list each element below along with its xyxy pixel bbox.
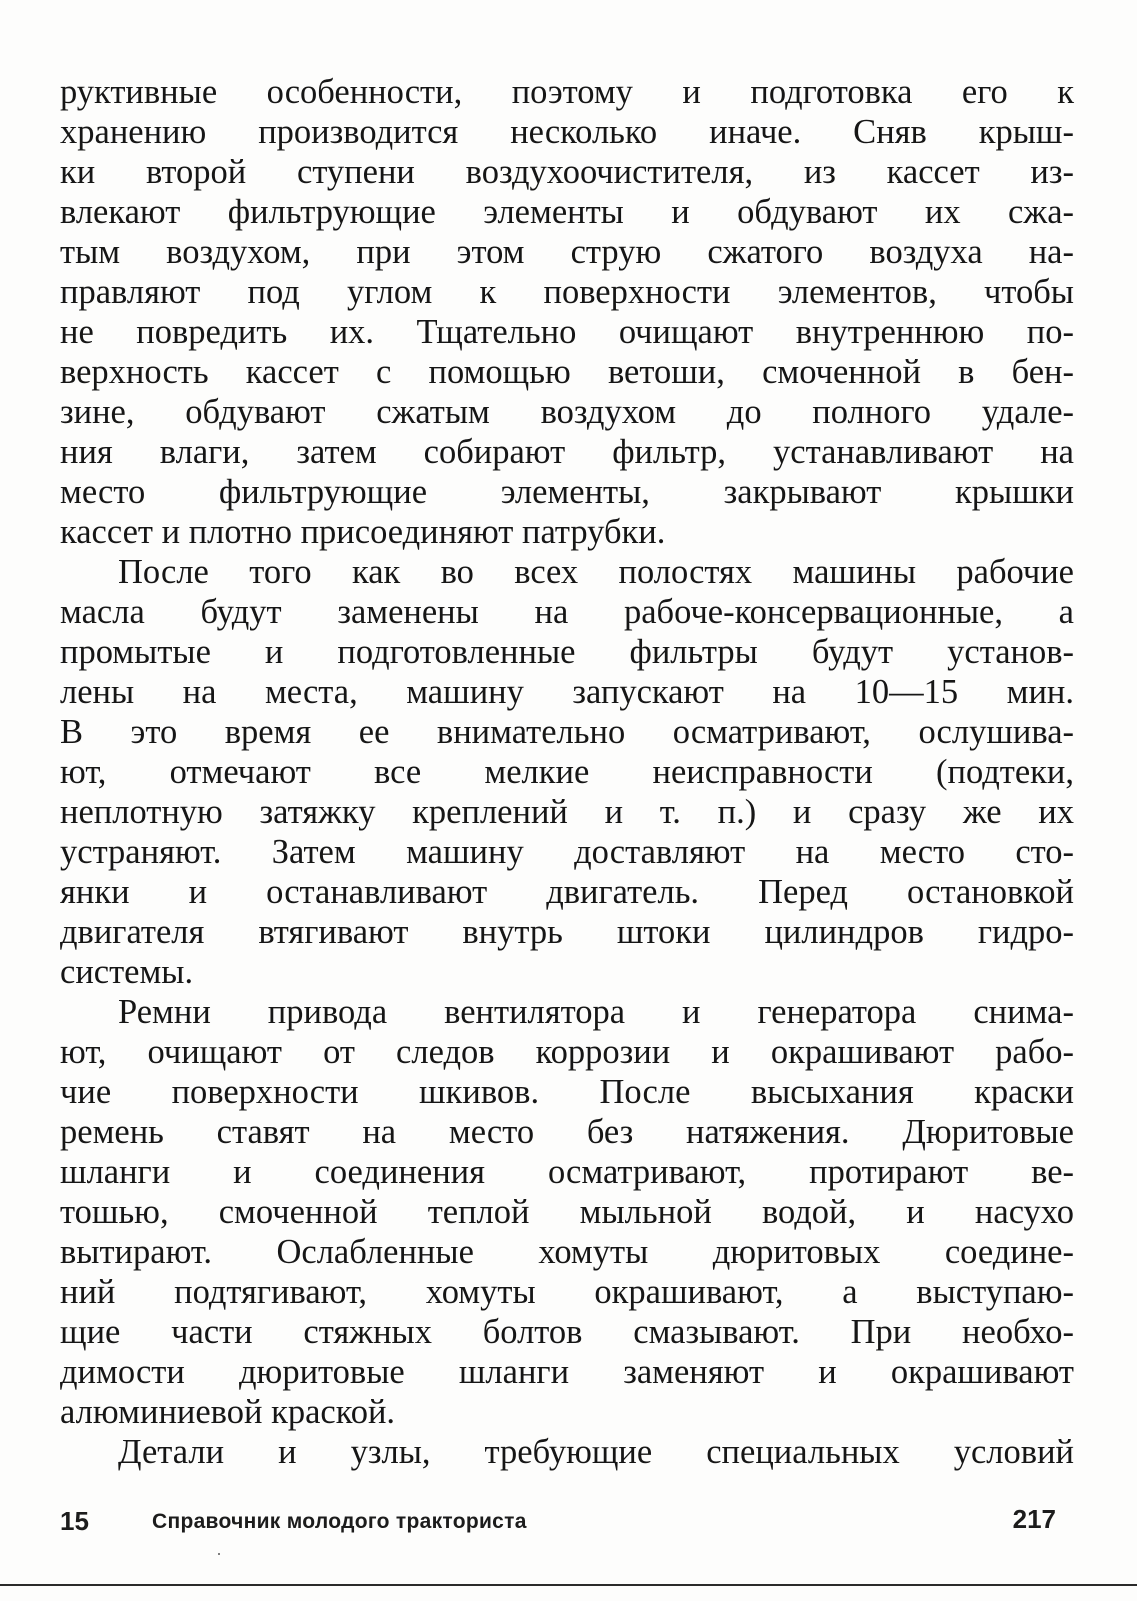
text-line: не повредить их. Тщательно очищают внутреннюю по- bbox=[60, 313, 1074, 351]
text-line: ют, отмечают все мелкие неисправности (подтеки, bbox=[60, 753, 1074, 791]
page-footer bbox=[60, 1500, 1074, 1540]
text-line: шланги и соединения осматривают, протирают ве- bbox=[60, 1153, 1074, 1191]
text-line: янки и останавливают двигатель. Перед остановкой bbox=[60, 873, 1074, 911]
text-line: ки второй ступени воздухоочистителя, из кассет из- bbox=[60, 153, 1074, 191]
text-line: щие части стяжных болтов смазывают. При необхо- bbox=[60, 1313, 1074, 1351]
text-line: промытые и подготовленные фильтры будут установ- bbox=[60, 633, 1074, 671]
text-line: тым воздухом, при этом струю сжатого воздуха на- bbox=[60, 233, 1074, 271]
paragraph-first-line: Детали и узлы, требующие специальных условий bbox=[118, 1433, 1074, 1471]
text-line: руктивные особенности, поэтому и подготовка его к bbox=[60, 73, 1074, 111]
text-line: правляют под углом к поверхности элементов, чтобы bbox=[60, 273, 1074, 311]
text-line: чие поверхности шкивов. После высыхания краски bbox=[60, 1073, 1074, 1111]
text-line: зине, обдувают сжатым воздухом до полного удале- bbox=[60, 393, 1074, 431]
text-line: устраняют. Затем машину доставляют на место сто- bbox=[60, 833, 1074, 871]
text-line: ремень ставят на место без натяжения. Дюритовые bbox=[60, 1113, 1074, 1151]
text-line: димости дюритовые шланги заменяют и окрашивают bbox=[60, 1353, 1074, 1391]
text-line: верхность кассет с помощью ветоши, смоченной в бен- bbox=[60, 353, 1074, 391]
scan-edge-line bbox=[0, 1584, 1137, 1586]
paragraph-first-line: После того как во всех полостях машины рабочие bbox=[118, 553, 1074, 591]
text-line: тошью, смоченной теплой мыльной водой, и насухо bbox=[60, 1193, 1074, 1231]
text-line: кассет и плотно присоединяют патрубки. bbox=[60, 513, 666, 551]
text-line: ния влаги, затем собирают фильтр, устанавливают на bbox=[60, 433, 1074, 471]
text-line: ний подтягивают, хомуты окрашивают, а выступаю- bbox=[60, 1273, 1074, 1311]
page-number: 217 bbox=[1012, 1504, 1056, 1534]
paragraph-first-line: Ремни привода вентилятора и генератора снима- bbox=[118, 993, 1074, 1031]
text-line: ют, очищают от следов коррозии и окрашивают рабо- bbox=[60, 1033, 1074, 1071]
text-line: системы. bbox=[60, 953, 194, 991]
text-line: алюминиевой краской. bbox=[60, 1393, 396, 1431]
text-line: масла будут заменены на рабоче-консервационные, а bbox=[60, 593, 1074, 631]
text-line: место фильтрующие элементы, закрывают крышки bbox=[60, 473, 1074, 511]
text-line: вытирают. Ослабленные хомуты дюритовых соедине- bbox=[60, 1233, 1074, 1271]
text-line: влекают фильтрующие элементы и обдувают их сжа- bbox=[60, 193, 1074, 231]
text-line: хранению производится несколько иначе. Сняв крыш- bbox=[60, 113, 1074, 151]
text-line: неплотную затяжку креплений и т. п.) и сразу же их bbox=[60, 793, 1074, 831]
body-text bbox=[60, 72, 1074, 1472]
text-line: В это время ее внимательно осматривают, ослушива- bbox=[60, 713, 1074, 751]
running-title: Справочник молодого тракториста bbox=[152, 1510, 527, 1533]
text-line: лены на места, машину запускают на 10—15 мин. bbox=[60, 673, 1074, 711]
print-speck bbox=[218, 1553, 220, 1555]
text-line: двигателя втягивают внутрь штоки цилиндров гидро- bbox=[60, 913, 1074, 951]
signature-mark: 15 bbox=[60, 1506, 89, 1536]
